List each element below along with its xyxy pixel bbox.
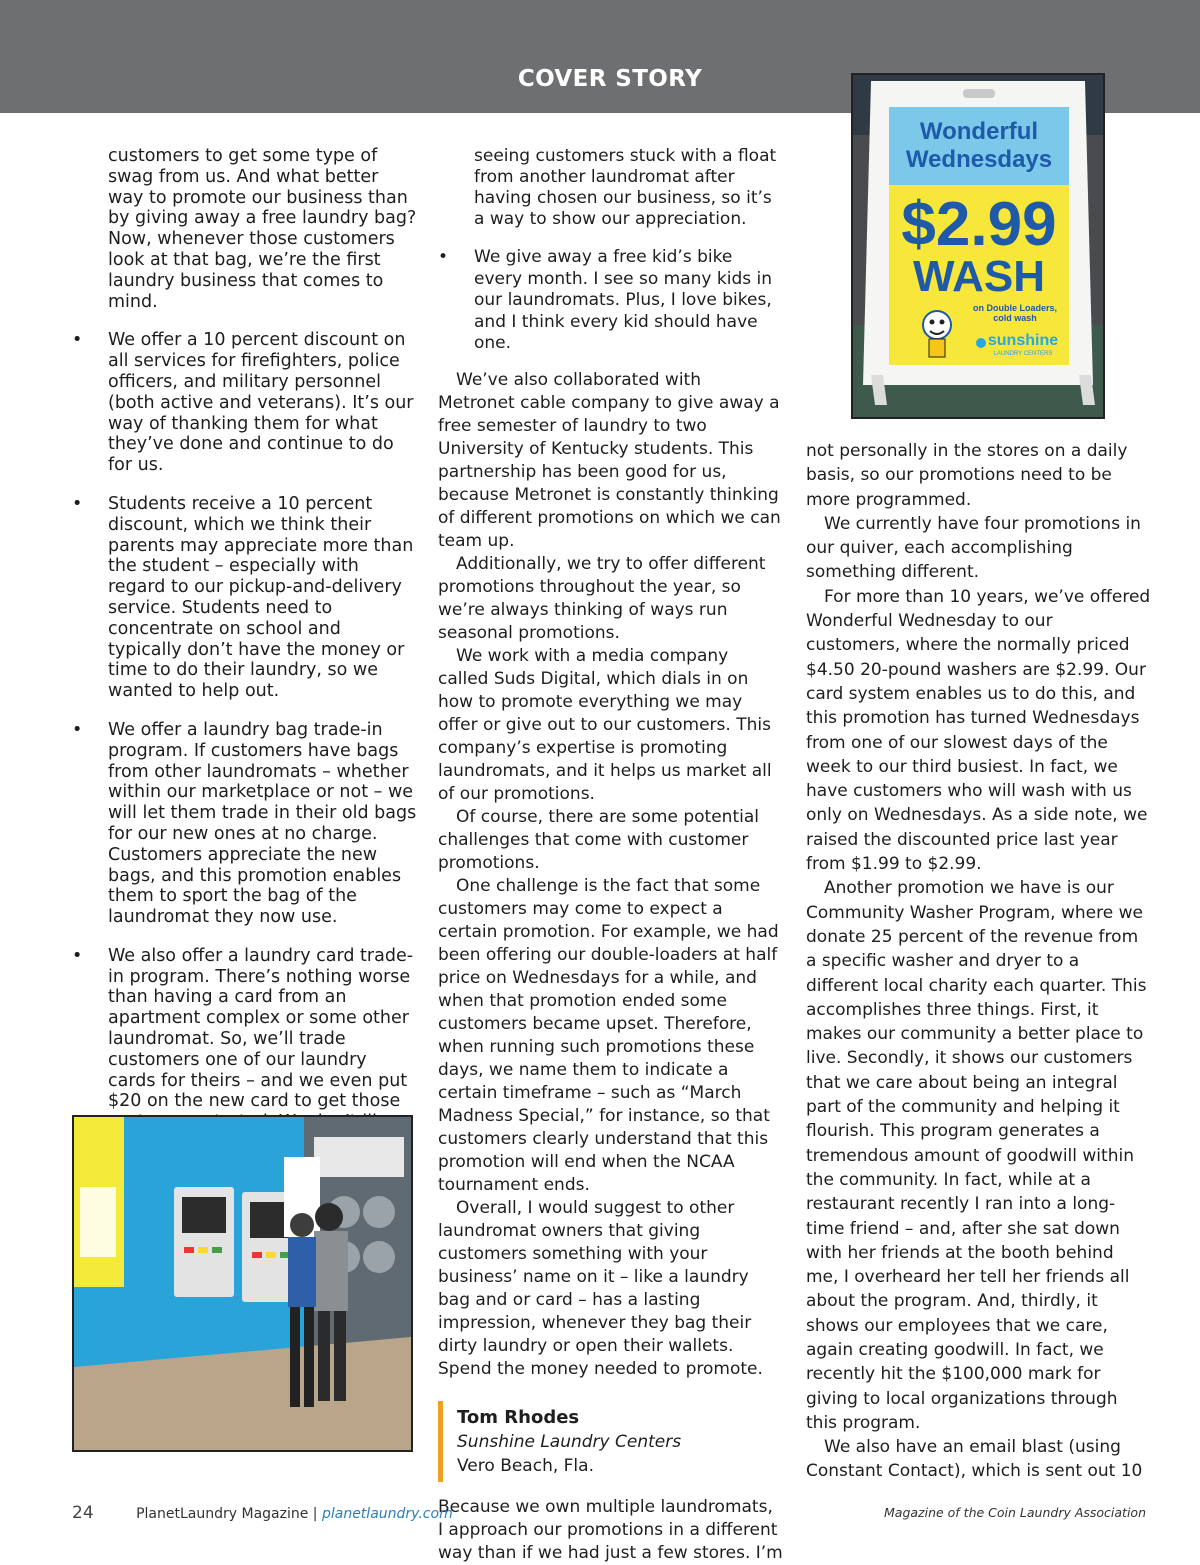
body-paragraph: Of course, there are some potential challenges that come with customer promotions. [438,806,759,873]
wonderful-wednesdays-sign-photo [851,73,1105,419]
sign-note1: on Double Loaders, [972,303,1058,313]
sign-wash: WASH [913,252,1045,301]
list-item-text: We offer a 10 percent discount on all services for firefighters, police officers, and military personnel (both active and veterans). It’s our way of thanking them for what they’ve done and continue to do for us. [108,330,414,476]
footer-separator: | [312,1506,318,1522]
list-item-text: We also offer a laundry card trade-in program. There’s nothing worse than having a card from an apartment complex or some other laundromat. So, we’ll trade customers one of our laundry cards for theirs – and we even put $20 on the new card to get those [108,945,414,1112]
bullet-icon: • [72,945,83,966]
sign-price: $2.99 [901,190,1057,259]
body-paragraph: We also have an email blast (using Constant Contact), which is sent out 10 [806,1437,1143,1482]
kiosk-illustration [74,1117,411,1450]
column2-lead: seeing customers stuck with a float from another laundromat after having chosen our business, so it’s a way to show our appreciation. [474,146,777,229]
list-item-text: We give away a free kid’s bike every month. I see so many kids in our laundromats. Plus, I love bikes, and I think every kid should have one. [474,247,773,353]
list-item [72,946,417,1133]
bullet-icon: • [72,719,83,740]
article-column-3 [806,439,1151,1484]
bullet-icon: • [438,247,449,267]
body-paragraph: We’ve also collaborated with Metronet cable company to give away a free semester of laundry to two University of Kentucky students. This partnership has been good for us, because Metronet is constantly thinking of different promotions on which we can team up. [438,369,781,551]
footer-left [72,1503,453,1523]
list-item [438,247,783,355]
website-link[interactable]: planetlaundry.com [321,1506,453,1522]
list-item-text: We offer a laundry bag trade-in program. If customers have bags from other laundromats – whether within our marketplace or not – we will let them trade in their old bags for our new ones at no charge. Customers appreciate the new bags, and this promotion enables them to sport the bag of the laundromat they now use. [108,719,417,928]
sign-brand: sunshine [987,332,1059,349]
article-column-1 [72,146,417,1133]
article-column-2 [438,146,783,1565]
sign-illustration [853,75,1103,417]
contributor-company: Sunshine Laundry Centers [457,1431,682,1452]
sign-brand-sub: LAUNDRY CENTERS [993,351,1053,357]
contributor-location: Vero Beach, Fla. [457,1455,594,1476]
body-paragraph: One challenge is the fact that some customers may come to expect a certain promotion. For example, we had been offering our double-loaders at half price on Wednesdays for a while, and when that promotion ended some customers became upset. Therefore, when running such promotions these days, we name them to indicate a certain timeframe – such as “March Madness Special,” for instance, so that customers clearly understand that this promotion will end when the NCAA tournament ends. [438,875,779,1195]
list-item [72,494,417,702]
kiosk-photo [72,1115,413,1452]
bullet-icon: • [72,493,83,514]
column1-lead: customers to get some type of swag from us. And what better way to promote our business than by giving away a free laundry bag? Now, whenever those customers look at that bag, we’re the first laundry business that comes to mind. [108,146,417,312]
body-paragraph: For more than 10 years, we’ve offered Wonderful Wednesday to our customers, where the normally priced $4.50 20-pound washers are $2.99. Our card system enables us to do this, and this promotion has turned Wednesdays from one of our slowest days of the week to our third busiest. In fact, we have customers who will wash with us only on Wednesdays. As a side note, we raised the discounted price last year from $1.99 to $2.99. [806,586,1151,875]
body-paragraph: Overall, I would suggest to other laundromat owners that giving customers something with your business’ name on it – like a laundry bag and or card – has a lasting impression, whenever they bag their dirty laundry or open their wallets. Spend the money needed to promote. [438,1197,763,1379]
sign-line1: Wonderful [919,118,1039,145]
column2-bullet-list [438,247,783,355]
list-item [72,330,417,476]
body-paragraph: Because we own multiple laundromats, I approach our promotions in a different way than if we had just a few stores. I’m [438,1496,783,1563]
body-paragraph: We work with a media company called Suds Digital, which dials in on how to promote everything we may offer or give out to our customers. This company’s expertise is promoting laundromats, and it helps us market all of our promotions. [438,645,772,804]
bullet-icon: • [72,330,83,351]
section-title: COVER STORY [517,66,703,92]
sign-note2: cold wash [993,313,1037,323]
column2-body [438,369,783,1381]
footer-tagline: Magazine of the Coin Laundry Association [884,1505,1146,1520]
body-paragraph: We currently have four promotions in our quiver, each accomplishing something different. [806,513,1141,583]
column3-lead: not personally in the stores on a daily basis, so our promotions need to be more programmed. [806,441,1128,510]
column1-bullet-list [72,330,417,1133]
list-item [72,720,417,928]
body-paragraph: Another promotion we have is our Community Washer Program, where we donate 25 percent of the revenue from a specific washer and dryer to a different local charity each quarter. This accomplishes three things. First, it makes our community a better place to live. Secondly, it shows our customers that we care about being an integral part of the community and helping it flourish. This program generates a tremendous amount of goodwill within the community. In fact, while at a restaurant recently I ran into a long-time friend – and, after she sat down with her friends at the booth behind me, I overheard her tell her friends all about the program. And, thirdly, it shows our employees that we care, again creating goodwill. In fact, we recently hit the $100,000 mark for giving to local organizations through this program. [806,878,1147,1433]
contributor-name: Tom Rhodes [457,1406,580,1428]
list-item-text: Students receive a 10 percent discount, which we think their parents may appreciate more than the student – especially with regard to our pickup-and-delivery service. Students need to concentrate on school and typically don’t have the money or time to do their laundry, so we wanted to help out. [108,493,414,702]
magazine-name: PlanetLaundry Magazine [136,1506,309,1522]
page-number: 24 [72,1503,94,1523]
body-paragraph: Additionally, we try to offer different promotions throughout the year, so we’re always thinking of ways run seasonal promotions. [438,553,766,643]
sign-line2: Wednesdays [905,146,1053,173]
contributor-byline [438,1401,783,1482]
